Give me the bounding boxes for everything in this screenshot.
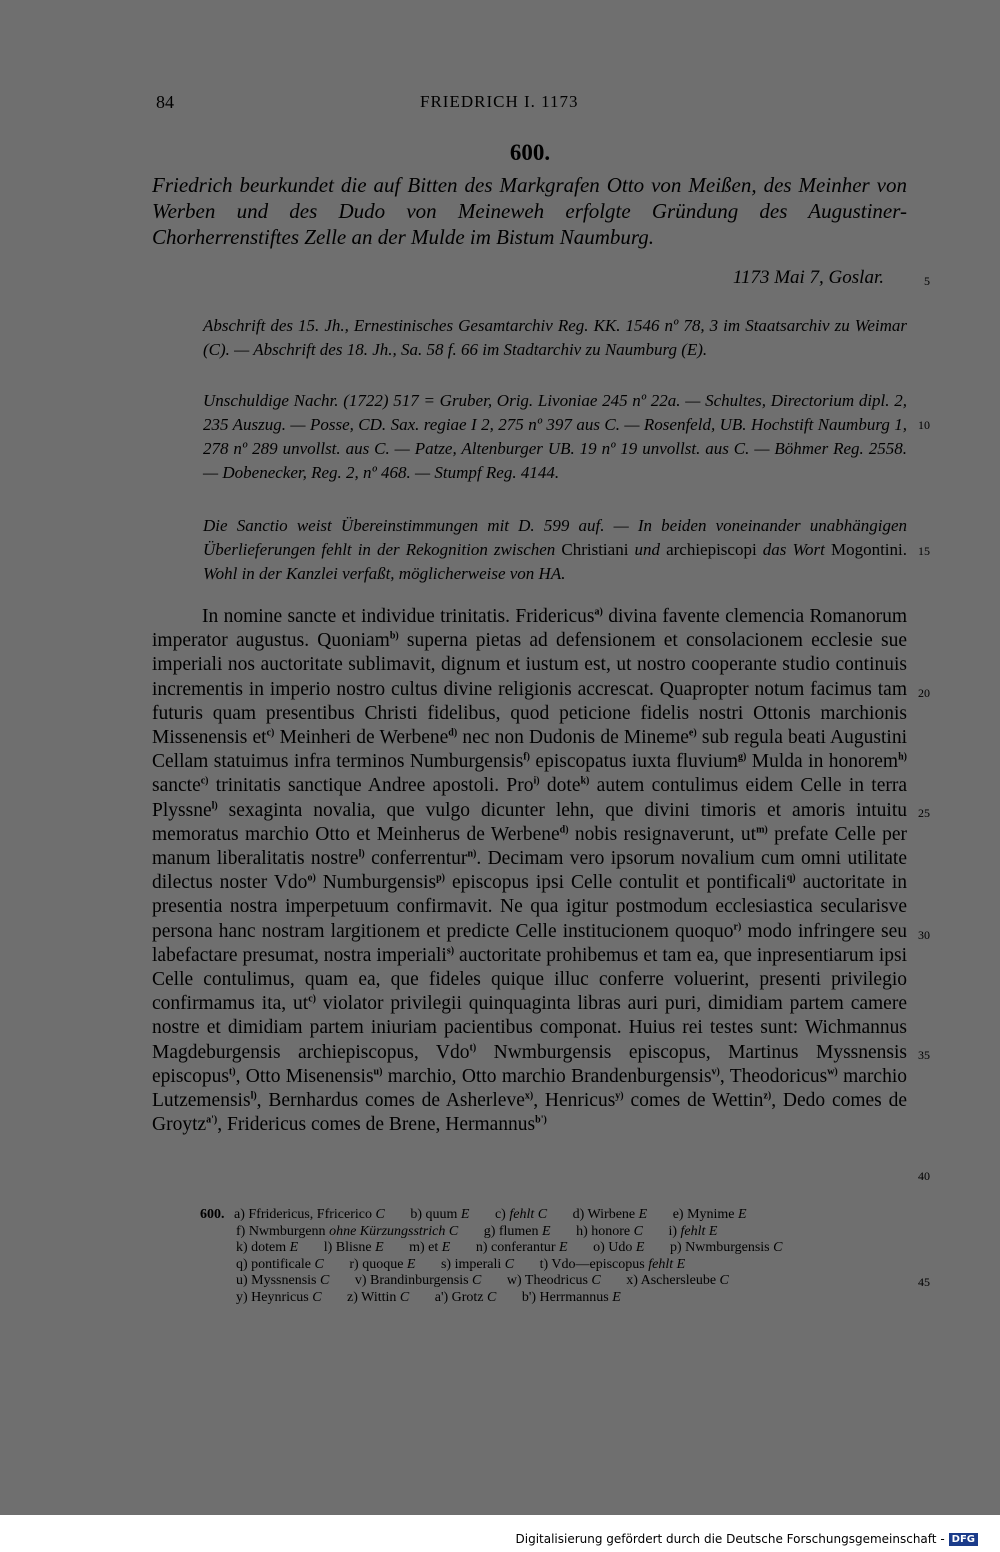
- document-number: 600.: [509, 140, 551, 165]
- comment-word: Mogontini.: [830, 540, 907, 559]
- comment-text: und: [634, 540, 660, 559]
- charter-text: [152, 605, 907, 1137]
- apparatus-row: q) pontificale C r) quoque E s) imperali C t) Vdo—episcopus fehlt E: [236, 1256, 686, 1272]
- tradition-note: Abschrift des 15. Jh., Ernestinisches Gesamtarchiv Reg. KK. 1546 nº 78, 3 im Staatsarchiv zu Weimar (C). — Abschrift des 18. Jh., Sa. 58 f. 66 im Stadtarchiv zu Naumburg (E).: [203, 316, 907, 359]
- line-number: 20: [918, 686, 930, 700]
- funding-text: Digitalisierung gefördert durch die Deutsche Forschungsgemeinschaft -: [515, 1532, 945, 1546]
- dateline: 1173 Mai 7, Goslar.: [732, 267, 884, 288]
- running-title: FRIEDRICH I. 1173: [420, 92, 579, 111]
- line-number: 45: [918, 1275, 930, 1289]
- line-number: 10: [918, 418, 930, 432]
- funding-footer: [516, 1532, 979, 1546]
- apparatus-row: 600. a) Ffridericus, Ffricerico C b) quum E c) fehlt C d) Wirbene E e) Mynime E: [200, 1207, 747, 1222]
- line-number: 40: [918, 1169, 930, 1183]
- comment-text: das Wort: [762, 540, 825, 559]
- comment-note: [203, 514, 907, 586]
- comment-text: Wohl in der Kanzlei verfaßt, möglicherweise von HA.: [203, 564, 566, 583]
- line-number: 15: [918, 544, 930, 558]
- critical-apparatus: [200, 1207, 906, 1306]
- line-number: 5: [924, 274, 930, 288]
- line-number: 25: [918, 806, 930, 820]
- document-summary: Friedrich beurkundet die auf Bitten des Markgrafen Otto von Meißen, des Meinher von Werben und des Dudo von Meineweh erfolgte Gründung des Augustiner-Chorherrenstiftes Zelle an der Mulde im Bistum Naumburg.: [152, 173, 907, 249]
- literature-note: Unschuldige Nachr. (1722) 517 = Gruber, Orig. Livoniae 245 nº 22a. — Schultes, Directorium dipl. 2, 235 Auszug. — Posse, CD. Sax. regiae I 2, 275 nº 397 aus C. — Rosenfeld, UB. Hochstift Naumburg 1, 278 nº 289 unvollst. aus C. — Patze, Altenburger UB. 19 nº 19 unvollst. aus C. — Böhmer Reg. 2558. — Dobenecker, Reg. 2, nº 468. — Stumpf Reg. 4144.: [203, 391, 907, 482]
- apparatus-row: u) Myssnensis C v) Brandinburgensis C w) Theodricus C x) Aschersleube C: [236, 1273, 729, 1288]
- comment-text: Die Sanctio weist Übereinstimmungen mit D. 599 auf. — In beiden voneinander unabhängigen Überlieferungen fehlt in der Rekognition zwischen: [203, 516, 907, 559]
- line-number: 30: [918, 928, 930, 942]
- page-number: 84: [156, 92, 174, 112]
- apparatus-row: f) Nwmburgenn ohne Kürzungsstrich C g) flumen E h) honore C i) fehlt E: [236, 1223, 718, 1239]
- comment-word: archiepiscopi: [666, 540, 757, 559]
- apparatus-row: k) dotem E l) Blisne E m) et E n) conferantur E o) Udo E p) Nwmburgensis C: [236, 1240, 783, 1255]
- line-number: 35: [918, 1048, 930, 1062]
- apparatus-label: 600.: [200, 1207, 225, 1222]
- apparatus-row: y) Heynricus C z) Wittin C a') Grotz C b') Herrmannus E: [236, 1289, 621, 1305]
- comment-word: Christiani: [561, 540, 629, 559]
- charter-paragraph: In nomine sancte et individue trinitatis. Fridericus$^{a)}$ divina favente clemencia Romanorum imperator augustus. Quoniam$^{b)}$ superna pietas ad defensionem et consolacionem ecclesie sue imperiali nos auctoritate sublimavit, dignum et iustum est, ut nostro cooperante studio continuis incrementis in imperio nostro cultus divine religionis accrescat. Quapropter notum facimus tam futuris quam presentibus Christi fidelibus, quod peticione fidelis nostri Ottonis marchionis Missenensis $et^{c)}$ Meinheri de Werbene$^{d)}$ nec non Dudonis de Mineme$^{e)}$ sub regula beati Augustini Cellam statuimus infra terminos Numburgensis$^{f)}$ episcopatus iuxta fluvium$^{g)}$ Mulda in honorem$^{h)}$ sancte$^{c)}$ trinitatis sanctique Andree apostoli. Pro$^{i)}$ dote$^{k)}$ autem contulimus eidem Celle in terra Plyssne$^{l)}$ sexaginta novalia, que vulgo dicunter lehn, que divini timoris et amoris intuitu memoratus marchio Otto et Meinherus de Werbene$^{d)}$ nobis resignaverunt, $ut^{m)}$ prefate Celle per manum liberalitatis nostre$^{l)}$ conferrentur$^{n)}$. Decimam vero ipsorum novalium cum omni utilitate dilectus noster Vdo$^{o)}$ Numburgensis$^{p)}$ episcopus ipsi Celle contulit et pontificali$^{q)}$ auctoritate in presentia nostra imperpetuum confirmavit. Ne qua igitur postmodum ecclesiastica secularisve persona hanc nostram largitionem et predicte Celle institucionem quoquo$^{r)}$ modo infringere seu labefactare presumat, nostra imperiali$^{s)}$ auctoritate prohibemus et tam ea, que inpresentiarum ipsi Celle contulimus, quam ea, que fideles quique illuc conferre voluerint, presenti privilegio confirmamus ita, $ut^{c)}$ violator privilegii quinquaginta libras auri puri, dimidiam partem camere nostre et dimidiam partem iniuriam pacientibus componat. Huius rei testes sunt: Wichmannus Magdeburgensis archiepiscopus, Vdo$^{t)}$ Nwmburgensis episcopus, Martinus Myssnensis episcopus$^{t)}$, Otto Misenensis$^{u)}$ marchio, Otto marchio Brandenburgensis$^{v)}$, Theodoricus$^{w)}$ marchio Lutzemensis$^{l)}$, Bernhardus comes de Asherleve$^{x)}$, Henricus$^{y)}$ comes de Wettin$^{z)}$, Dedo comes de Groytz$^{a')}$, Fridericus comes de Brene, Hermannus$^{b')}$: [152, 606, 908, 1136]
- dfg-logo: DFG: [949, 1533, 978, 1546]
